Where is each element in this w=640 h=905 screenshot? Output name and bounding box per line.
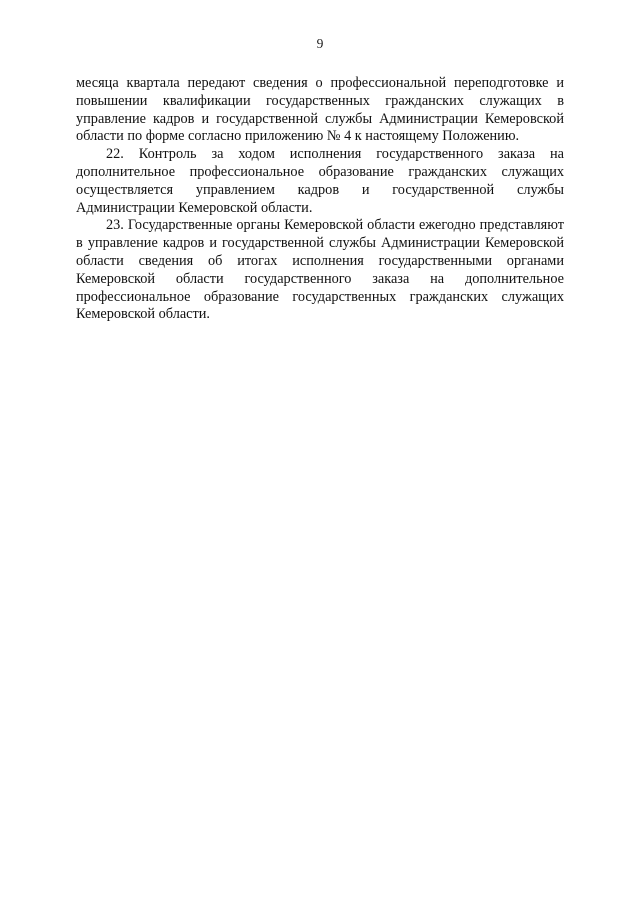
- page-number: 9: [316, 36, 324, 51]
- paragraph-23: 23. Государственные органы Кемеровской области ежегодно представляют в управление кадров и государственной службы Администрации Кемеровской области сведения об итогах исполнения государственными органами Кемеровской области государственного заказа на дополнительное профессиональное образование государственных гражданских служащих Кемеровской области.: [76, 217, 564, 323]
- paragraph-22: 22. Контроль за ходом исполнения государственного заказа на дополнительное профессиональное образование гражданских служащих осуществляется управлением кадров и государственной службы Администрации Кемеровской области.: [76, 146, 564, 216]
- document-body: [76, 75, 564, 324]
- paragraph-continuation: месяца квартала передают сведения о профессиональной переподготовке и повышении квалификации государственных гражданских служащих в управление кадров и государственной службы Администрации Кемеровской области по форме согласно приложению № 4 к настоящему Положению.: [76, 75, 564, 145]
